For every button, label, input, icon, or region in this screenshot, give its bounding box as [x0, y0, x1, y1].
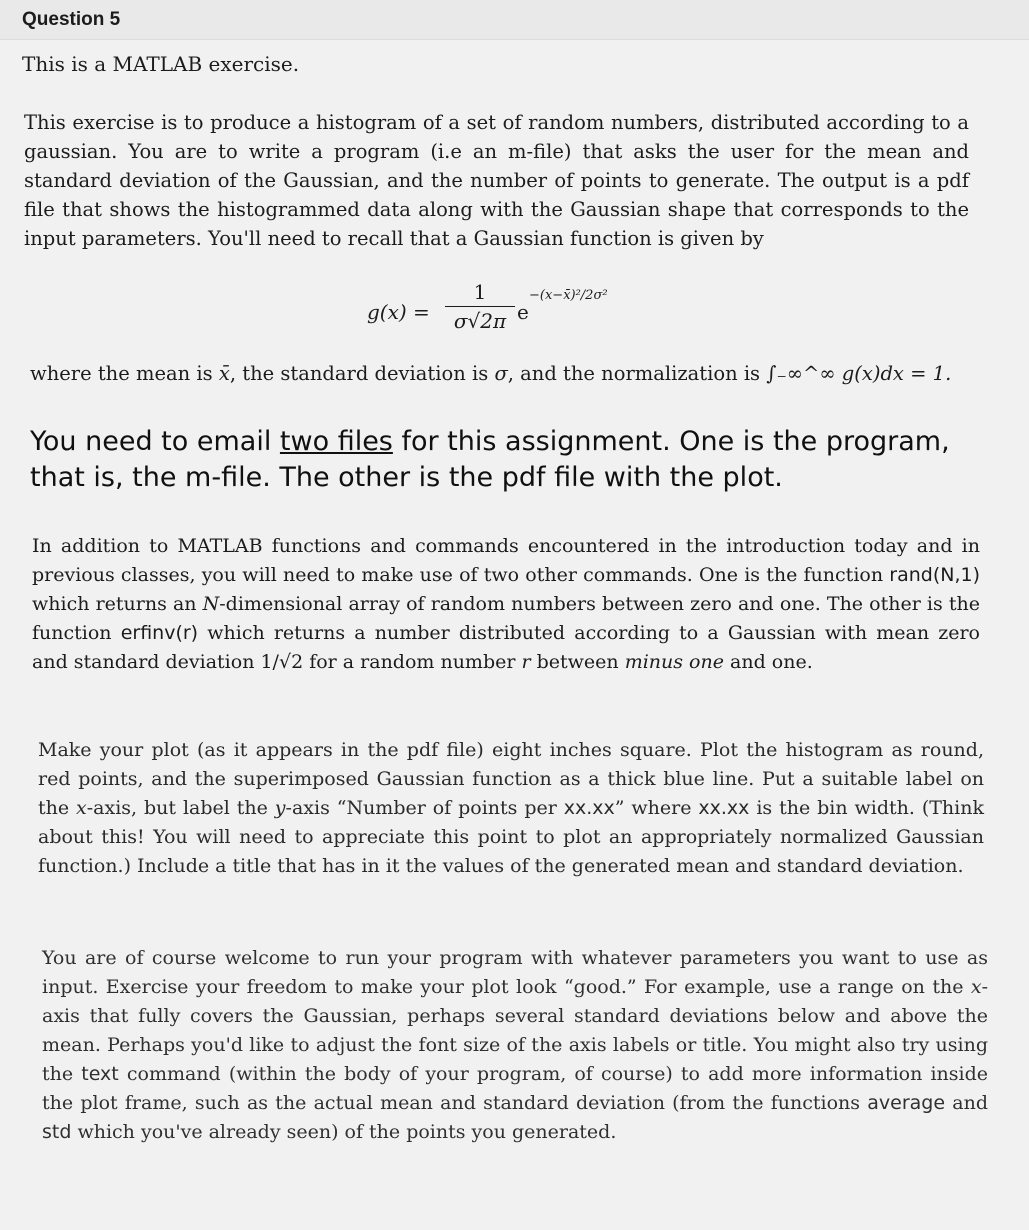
two-files-emphasis: two files	[279, 426, 393, 457]
rand-command: rand(N,1)	[889, 564, 980, 586]
minus-one-text: minus one	[624, 651, 724, 673]
r-symbol: r	[521, 651, 531, 673]
p4-b: -axis that fully covers the Gaussian, perhaps several standard deviations below and above the mean. Perhaps you'd like to adjust the font size of the axis labels or title. You might also try using the	[42, 976, 988, 1085]
average-command: average	[867, 1092, 946, 1114]
p4-d: and	[945, 1092, 988, 1114]
intro-line	[22, 52, 299, 76]
formula-fraction	[445, 280, 515, 333]
one-over-root-two: 1/√2	[260, 651, 304, 673]
p3-c: -axis “Number of points per	[285, 797, 564, 819]
p2-h: and one.	[723, 651, 813, 673]
std-command: std	[42, 1121, 72, 1143]
intro-text: This is a	[22, 52, 113, 76]
where-line	[30, 362, 990, 385]
p3-d: ” where	[614, 797, 699, 819]
intro-text-end: exercise.	[202, 52, 300, 76]
bin-width-placeholder-1: xx.xx	[563, 797, 615, 819]
matlab-word-2: MATLAB	[177, 535, 263, 557]
p3-e: is the bin width. (Think about this! You will need to appreciate this point to plot an appropriately normalized Gaussian function.) Include a title that has in it the values of the generated mean and standard deviation.	[38, 797, 984, 877]
p4-a: You are of course welcome to run your program with whatever parameters you want to use as input. Exercise your freedom to make your plot look “good.” For example, use a range on the	[42, 947, 988, 998]
n-symbol: N	[202, 593, 220, 615]
erfinv-command: erfinv(r)	[120, 622, 199, 644]
p4-c: command (within the body of your program, of course) to add more information inside the plot frame, such as the actual mean and standard deviation (from the functions	[42, 1063, 989, 1114]
p2-b: functions and commands encountered in the introduction today and in previous classes, you will need to make use of two other commands. One is the function	[32, 535, 980, 586]
p2-e: which returns a number distributed according to a Gaussian with mean zero and standard deviation	[32, 622, 980, 673]
p2-f: for a random number	[303, 651, 522, 673]
formula-numerator: 1	[445, 280, 515, 307]
question-title: Question 5	[0, 0, 1029, 40]
p2-d: -dimensional array of random numbers between zero and one. The other is the function	[32, 593, 980, 644]
sigma-symbol: σ	[494, 362, 508, 385]
formula-base: e	[517, 300, 529, 324]
p4-e: which you've already seen) of the points you generated.	[71, 1121, 617, 1143]
paragraph-exercise-description: This exercise is to produce a histogram of a set of random numbers, distributed according to a gaussian. You are to write a program (i.e an m-file) that asks the user for the mean and standard deviation of the Gaussian, and the number of points to generate. The output is a pdf file that shows the histogrammed data along with the Gaussian shape that corresponds to the input parameters. You'll need to recall that a Gaussian function is given by	[24, 111, 969, 250]
normalization-expr: ∫₋∞^∞ g(x)dx = 1.	[766, 362, 952, 385]
where-text-b: , the standard deviation is	[229, 362, 495, 385]
paragraph-commands	[32, 532, 980, 677]
formula-denominator: σ√2π	[453, 309, 507, 333]
email-text-b: for this assignment. One is the program, that is, the m-file. The other is the pdf file with the plot.	[30, 426, 950, 493]
p2-a: In addition to	[32, 535, 178, 557]
mean-symbol: x̄	[218, 362, 230, 385]
email-text-a: You need to email	[30, 426, 280, 457]
gaussian-formula	[367, 280, 687, 360]
matlab-word: MATLAB	[112, 52, 203, 76]
paragraph-freedom	[42, 944, 988, 1147]
formula-exponent: −(x−x̄)²/2σ²	[529, 288, 608, 303]
bin-width-placeholder-2: xx.xx	[698, 797, 750, 819]
p2-g: between	[530, 651, 625, 673]
p2-c: which returns an	[32, 593, 203, 615]
x-symbol-2: x	[970, 976, 982, 998]
text-command: text	[81, 1063, 119, 1085]
y-symbol: y	[274, 797, 286, 819]
p3-b: -axis, but label the	[86, 797, 275, 819]
x-symbol: x	[76, 797, 87, 819]
formula-lhs: g(x) =	[367, 300, 430, 324]
where-text-a: where the mean is	[30, 362, 219, 385]
paragraph-plot-format	[38, 736, 984, 881]
p3-a: Make your plot (as it appears in the pdf file) eight inches square. Plot the histogram as round, red points, and the superimposed Gaussian function as a thick blue line. Put a suitable label on the	[38, 739, 984, 819]
email-instructions	[30, 424, 990, 496]
where-text-c: , and the normalization is	[507, 362, 767, 385]
